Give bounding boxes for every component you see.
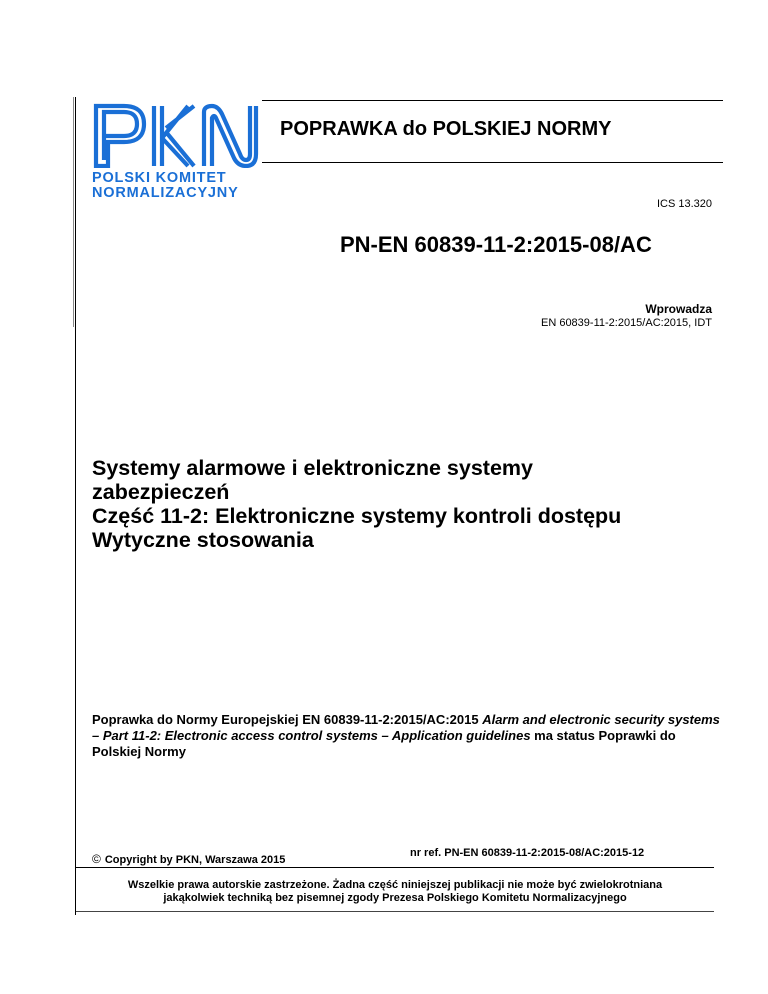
amendment-lead: Poprawka do Normy Europejskiej EN 60839-11-2:2015/AC:2015 (92, 712, 483, 727)
rights-notice (76, 879, 714, 905)
document-type-title: POPRAWKA do POLSKIEJ NORMY (280, 118, 612, 140)
amendment-english-title: Alarm and electronic security systems – Part 11-2: Electronic access control systems – Application guidelines (92, 712, 720, 743)
rights-line: Wszelkie prawa autorskie zastrzeżone. Żadna część niniejszej publikacji nie może być zwielokrotniana (127, 879, 663, 891)
copyright-text: Copyright by PKN, Warszawa 2015 (104, 854, 286, 866)
ics-code: ICS 13.320 (656, 198, 712, 210)
reference-number: nr ref. PN-EN 60839-11-2:2015-08/AC:2015-12 (410, 847, 645, 859)
left-margin-rule (75, 97, 76, 915)
introduced-standard-ref: EN 60839-11-2:2015/AC:2015, IDT (540, 317, 712, 329)
introduces-label: Wprowadza (645, 302, 712, 316)
footer-bottom-rule (76, 911, 714, 912)
header-bottom-rule (262, 162, 723, 163)
logo-text-line1: POLSKI KOMITET (92, 170, 227, 186)
title-line: zabezpieczeń (92, 480, 230, 504)
footer-top-rule (76, 867, 714, 868)
copyright-notice (92, 852, 285, 866)
header-top-rule (262, 100, 723, 101)
standard-number: PN-EN 60839-11-2:2015-08/AC (340, 232, 652, 257)
copyright-symbol: © (92, 852, 101, 866)
amendment-statement (92, 712, 722, 760)
header-side-rule (73, 97, 74, 327)
logo-text-line2: NORMALIZACYJNY (92, 185, 239, 201)
title-line: Wytyczne stosowania (92, 528, 314, 552)
amendment-tail: ma status Poprawki do Polskiej Normy (92, 728, 676, 759)
pkn-logo (90, 100, 262, 200)
standard-title (92, 456, 732, 552)
title-line: Systemy alarmowe i elektroniczne systemy (92, 456, 533, 480)
title-line: Część 11-2: Elektroniczne systemy kontroli dostępu (92, 504, 622, 528)
rights-line: jakąkolwiek techniką bez pisemnej zgody Prezesa Polskiego Komitetu Normalizacyjnego (163, 892, 627, 904)
pkn-logo-mark (90, 100, 260, 168)
